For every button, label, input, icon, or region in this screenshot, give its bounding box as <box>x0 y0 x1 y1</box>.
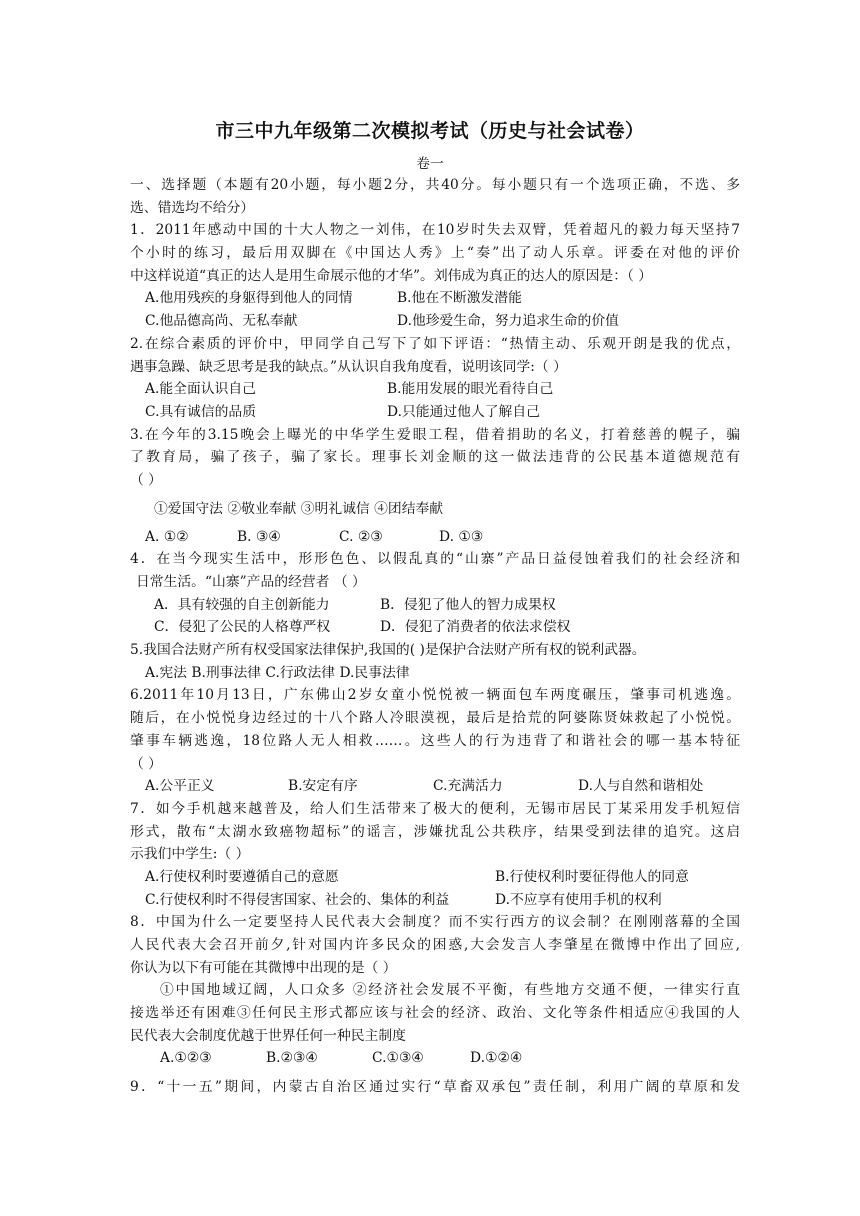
question-8-text: 接选举还有困难③任何民主形式都应该与社会的经济、政治、文化等条件相适应④我国的人 <box>130 1005 740 1022</box>
question-7-options-row <box>130 866 740 889</box>
option-a: A．具有较强的自主创新能力 <box>154 596 330 613</box>
question-7-options-row <box>130 889 740 912</box>
question-8-text: ①中国地域辽阔，人口众多 ②经济社会发展不平衡，有些地方交通不便，一律实行直 <box>160 982 740 999</box>
option-b: B.能用发展的眼光看待自己 <box>387 381 554 398</box>
question-8-text: 人民代表大会召开前夕,针对国内许多民众的困惑,大会发言人李肇星在微博中作出了回应, <box>130 937 740 953</box>
option-b: B.②③④ <box>266 1050 318 1067</box>
question-5-options: A.宪法 B.刑事法律 C.行政法律 D.民事法律 <box>145 664 410 681</box>
question-2-text: 遇事急躁、缺乏思考是我的缺点。”从认识自我角度看，说明该同学:（ ） <box>130 358 567 375</box>
question-1-text: 中这样说道“真正的达人是用生命展示他的才华”。刘伟成为真正的达人的原因是：（ ） <box>130 267 653 284</box>
option-b: B. ③④ <box>237 528 281 545</box>
question-6-text: 随后，在小悦悦身边经过的十八个路人冷眼漠视，最后是拾荒的阿婆陈贤妹救起了小悦悦。 <box>130 710 740 727</box>
question-8-options-row <box>130 1047 740 1070</box>
question-9-text: 9．“十一五”期间，内蒙古自治区通过实行“草畜双承包”责任制，利用广阔的草原和发 <box>130 1079 740 1096</box>
option-a: A.他用残疾的身躯得到他人的同情 <box>145 290 353 307</box>
option-c: C．侵犯了公民的人格尊严权 <box>154 619 331 636</box>
option-c: C.具有诚信的品质 <box>145 403 257 420</box>
option-a: A.公平正义 <box>145 778 215 795</box>
question-2-text: 2.在综合素质的评价中，甲同学自己写下了如下评语：“热情主动、乐观开朗是我的优点， <box>130 335 740 352</box>
option-a: A.行使权利时要遵循自己的意愿 <box>145 868 339 885</box>
option-c: C.充满活力 <box>433 778 503 795</box>
question-2-options-row <box>130 378 740 401</box>
question-4-options-row <box>130 594 740 617</box>
question-1-text: 1．2011年感动中国的十大人物之一刘伟，在10岁时失去双臂，凭着超凡的毅力每天坚持7 <box>130 222 740 239</box>
option-b: B.行使权利时要征得他人的同意 <box>495 868 689 885</box>
option-d: D.人与自然和谐相处 <box>578 778 704 795</box>
section-heading: 一、选择题（本题有20小题，每小题2分，共40分。每小题只有一个选项正确，不选、多 <box>130 177 740 193</box>
option-d: D. ①③ <box>439 528 484 545</box>
question-4-text: 4．在当今现实生活中，形形色色、以假乱真的“山寨”产品日益侵蚀着我们的社会经济和 <box>130 551 740 568</box>
question-2-options-row <box>130 401 740 424</box>
option-d: D.不应享有使用手机的权利 <box>495 891 662 908</box>
option-b: B.他在不断激发潜能 <box>397 290 522 307</box>
option-b: B．侵犯了他人的智力成果权 <box>380 596 556 613</box>
question-3-text: 3.在今年的3.15晚会上曝光的中华学生爱眼工程，借着捐助的名义，打着慈善的幌子，骗 <box>130 426 740 443</box>
option-b: B.安定有序 <box>288 778 358 795</box>
question-5-text: 5.我国合法财产所有权受国家法律保护,我国的( )是保护合法财产所有权的锐利武器。 <box>130 642 646 659</box>
question-6-text: 6.2011年10月13日，广东佛山2岁女童小悦悦被一辆面包车两度碾压，肇事司机逃逸。 <box>130 687 740 704</box>
option-c: C. ②③ <box>339 528 383 545</box>
question-8-text: 民代表大会制度优越于世界任何一种民主制度 <box>130 1027 406 1044</box>
question-4-text: 日常生活。“山寨”产品的经营者 （ ） <box>136 574 366 590</box>
option-c: C.行使权利时不得侵害国家、社会的、集体的利益 <box>145 891 450 908</box>
question-1-options-row <box>130 310 740 333</box>
question-3-text: 了教育局，骗了孩子，骗了家长。理事长刘金顺的这一做法违背的公民基本道德规范有 <box>130 449 740 466</box>
question-3-text: （ ） <box>130 471 162 488</box>
question-3-items: ①爱国守法 ②敬业奉献 ③明礼诚信 ④团结奉献 <box>154 500 444 517</box>
question-1-text: 个小时的练习，最后用双脚在《中国达人秀》上“奏”出了动人乐章。评委在对他的评价 <box>130 245 740 262</box>
question-6-text: （ ） <box>130 755 162 772</box>
question-3-options-row <box>130 526 740 549</box>
question-7-text: 示我们中学生:（ ） <box>130 846 250 863</box>
question-1-options-row <box>130 287 740 310</box>
option-d: D.他珍爱生命，努力追求生命的价值 <box>397 313 619 330</box>
question-8-text: 8．中国为什么一定要坚持人民代表大会制度？而不实行西方的议会制？在刚刚落幕的全国 <box>130 914 740 931</box>
option-a: A. ①② <box>145 528 189 545</box>
exam-content <box>130 174 740 1104</box>
section-heading-cont: 选、错选均不给分） <box>130 199 255 216</box>
option-d: D.只能通过他人了解自己 <box>387 403 540 420</box>
option-d: D.①②④ <box>470 1050 523 1067</box>
option-c: C.他品德高尚、无私奉献 <box>145 313 298 330</box>
question-7-text: 7．如今手机越来越普及，给人们生活带来了极大的便利，无锡市居民丁某采用发手机短信 <box>130 800 740 817</box>
question-6-text: 肇事车辆逃逸，18位路人无人相救……。这些人的行为违背了和谐社会的哪一基本特征 <box>130 732 740 749</box>
option-a: A.能全面认识自己 <box>145 381 256 398</box>
question-8-text: 你认为以下有可能在其微博中出现的是（ ） <box>130 959 397 976</box>
option-c: C.①③④ <box>372 1050 424 1067</box>
exam-title: 市三中九年级第二次模拟考试（历史与社会试卷） <box>215 120 645 142</box>
option-d: D．侵犯了消费者的依法求偿权 <box>380 619 571 636</box>
question-6-options-row <box>130 775 740 798</box>
option-a: A.①②③ <box>160 1050 212 1067</box>
question-7-text: 形式，散布“太湖水致癌物超标”的谣言，涉嫌扰乱公共秩序，结果受到法律的追究。这启 <box>130 823 740 840</box>
question-4-options-row <box>130 616 740 639</box>
volume-label: 卷一 <box>416 156 444 172</box>
